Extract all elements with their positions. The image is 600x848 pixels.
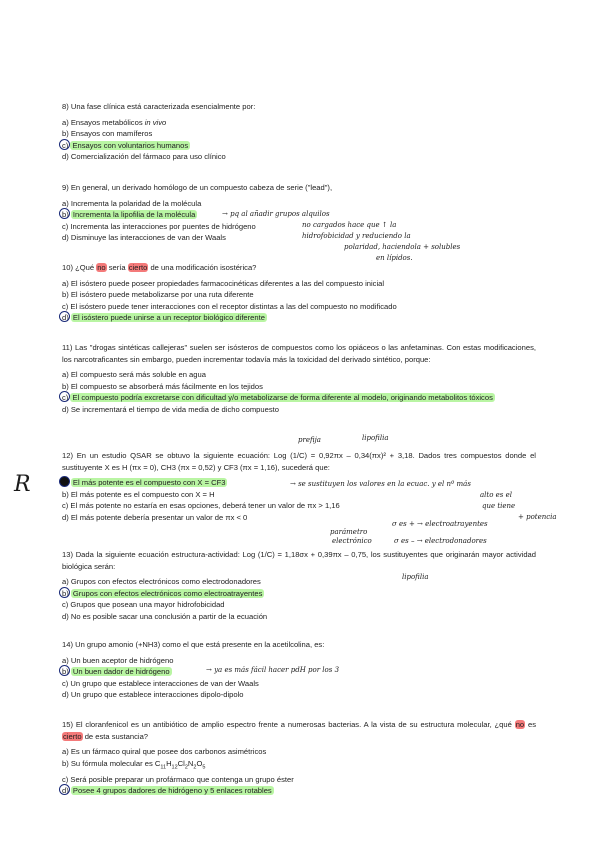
margin-mark: R xyxy=(14,472,31,497)
highlighted-answer: Grupos con efectos electrónicos como electroatrayentes xyxy=(72,588,263,598)
answer-circle xyxy=(59,784,70,795)
handwritten-note: no cargados hace que ↑ la xyxy=(302,221,397,229)
highlighted-answer: El compuesto podría excretarse con dificultad y/o metabolizarse de forma diferente al modelo, originando metabolitos tóxicos xyxy=(72,393,493,403)
highlighted-answer: Posee 4 grupos dadores de hidrógeno y 5 enlaces rotables xyxy=(72,786,272,796)
option-a: a) El isóstero puede poseer propiedades farmacocinéticas diferentes a las del compuesto inicial xyxy=(62,278,385,288)
question-10 xyxy=(62,262,397,324)
answer-circle xyxy=(59,208,70,219)
highlighted-answer: Un buen dador de hidrógeno xyxy=(72,667,170,677)
option-c-selected xyxy=(62,392,517,404)
option-a: a) Incrementa la polaridad de la molécula xyxy=(62,198,202,208)
option-d: d) Disminuye las interacciones de van der Waals xyxy=(62,233,226,243)
answer-circle-filled xyxy=(59,476,70,487)
option-c: c) Será posible preparar un profármaco que contenga un grupo éster xyxy=(62,774,294,784)
question-13 xyxy=(62,549,536,623)
option-d-selected xyxy=(62,312,397,324)
answer-circle xyxy=(59,665,70,676)
option-c-selected xyxy=(62,140,255,152)
question-stem: 14) Un grupo amonio (+NH3) como el que está presente en la acetilcolina, es: xyxy=(62,640,325,649)
question-11 xyxy=(62,342,536,416)
handwritten-note: → pq al añadir grupos alquilos xyxy=(222,210,330,218)
question-stem: 13) Dada la siguiente ecuación estructura-actividad: Log (1/C) = 1,18σx + 0,39πx – 0,75, los sustituyentes que originarán mayor actividad biológica serán: xyxy=(62,550,536,571)
option-letter: d) xyxy=(62,786,69,796)
highlighted-answer: Ensayos con voluntarios humanos xyxy=(72,140,189,150)
option-b: b) Su fórmula molecular es $C_{11}H_{12}Cl_2N_2O_5$ xyxy=(62,758,206,771)
answer-circle xyxy=(59,587,70,598)
option-a: a) Es un fármaco quiral que posee dos carbonos asimétricos xyxy=(62,747,267,757)
answer-circle xyxy=(59,311,70,322)
handwritten-note: parámetro xyxy=(330,528,368,536)
option-letter: c) xyxy=(62,140,69,150)
question-stem: 9) En general, un derivado homólogo de un compuesto cabeza de serie ("lead"), xyxy=(62,183,333,192)
option-c: c) Incrementa las interacciones por puentes de hidrógeno xyxy=(62,221,256,231)
option-c: c) El isóstero puede tener interacciones con el receptor distintas a las del compuesto no modificado xyxy=(62,301,397,311)
answer-circle xyxy=(59,391,70,402)
option-a: a) Ensayos metabólicos in vivo xyxy=(62,117,167,127)
question-stem: 8) Una fase clínica está caracterizada esencialmente por: xyxy=(62,102,256,111)
highlighted-answer: El isóstero puede unirse a un receptor biológico diferente xyxy=(72,313,265,323)
question-stem: 15) El cloranfenicol es un antibiótico de amplio espectro frente a numerosas bacterias. A la vista de su estructura molecular, ¿qué no es cierto de esta sustancia? xyxy=(62,720,537,741)
handwritten-note: → se sustituyen los valores en la ecuac. y el nº más xyxy=(290,480,471,488)
option-c: c) Un grupo que establece interacciones de van der Waals xyxy=(62,678,259,688)
option-d: d) El más potente debería presentar un valor de πx < 0 xyxy=(62,512,248,522)
option-d: d) No es posible sacar una conclusión a partir de la ecuación xyxy=(62,611,268,621)
option-letter: c) xyxy=(62,393,69,403)
handwritten-note: en lípidos. xyxy=(376,254,413,262)
option-b: b) El isóstero puede metabolizarse por una ruta diferente xyxy=(62,290,254,300)
option-letter: b) xyxy=(62,588,69,598)
option-d-selected xyxy=(62,785,536,797)
red-highlight: cierto xyxy=(128,263,148,272)
handwritten-note: → ya es más fácil hacer pdH por los 3 xyxy=(206,666,340,674)
option-letter: b) xyxy=(62,210,69,220)
red-highlight: cierto xyxy=(63,731,82,741)
highlighted-answer: El más potente es el compuesto con X = CF3 xyxy=(72,478,226,488)
option-c: c) El más potente no estaría en esas opciones, deberá tener un valor de πx > 1,16 xyxy=(62,501,340,511)
option-c: c) Grupos que posean una mayor hidrofobicidad xyxy=(62,600,225,610)
handwritten-note: lipofilia xyxy=(402,573,429,581)
option-b: b) Ensayos con mamíferos xyxy=(62,129,153,139)
question-stem: 10) ¿Qué no sería cierto de una modificación isostérica? xyxy=(62,263,257,272)
question-15 xyxy=(62,719,536,797)
option-letter: d) xyxy=(62,313,69,323)
handwritten-note: σ es – → electrodonadores xyxy=(394,537,487,545)
option-d: d) Se incrementará el tiempo de vida media de dicho compuesto xyxy=(62,404,279,414)
question-stem: 12) En un estudio QSAR se obtuvo la siguiente ecuación: Log (1/C) = 0,92πx – 0,34(πx)² + 3,18. Dados tres compuestos donde el sustituyente X es H (πx = 0), CH3 (πx = 0,52) y CF3 (πx = 1,16), sucederá que: xyxy=(62,451,536,472)
question-8 xyxy=(62,101,255,163)
option-d: d) Comercialización del fármaco para uso clínico xyxy=(62,152,226,162)
option-b: b) El más potente es el compuesto con X = H xyxy=(62,489,215,499)
handwritten-note: σ es + → electroatrayentes xyxy=(392,520,488,528)
option-letter: b) xyxy=(62,667,69,677)
answer-circle xyxy=(59,139,70,150)
option-a: a) El compuesto será más soluble en agua xyxy=(62,370,206,380)
handwritten-note: prefija xyxy=(298,436,321,444)
handwritten-note: + potencia xyxy=(518,513,557,521)
handwritten-note: que tiene xyxy=(482,502,516,510)
option-b: b) El compuesto se absorberá más fácilmente en los tejidos xyxy=(62,381,263,391)
handwritten-note: electrónico xyxy=(332,537,372,545)
red-highlight: no xyxy=(97,263,106,272)
red-highlight: no xyxy=(515,720,525,729)
option-a: a) Un buen aceptor de hidrógeno xyxy=(62,655,174,665)
option-a: a) Grupos con efectos electrónicos como electrodonadores xyxy=(62,577,261,587)
handwritten-note: lipofilia xyxy=(362,434,389,442)
highlighted-answer: Incrementa la lipofilia de la molécula xyxy=(72,210,196,220)
handwritten-note: hidrofobicidad y reduciendo la xyxy=(302,232,411,240)
handwritten-note: alto es el xyxy=(480,491,513,499)
option-d: d) Un grupo que establece interacciones dipolo-dipolo xyxy=(62,690,244,700)
option-b-selected xyxy=(62,588,536,600)
handwritten-note: polaridad, haciendola + solubles xyxy=(344,243,461,251)
question-stem: 11) Las "drogas sintéticas callejeras" suelen ser isósteros de compuestos como los opiáceos o las anfetaminas. Con estas modificaciones, los narcotraficantes sin embargo, pueden incrementar todavía más la toxicidad del derivado sintético, porque: xyxy=(62,343,536,364)
